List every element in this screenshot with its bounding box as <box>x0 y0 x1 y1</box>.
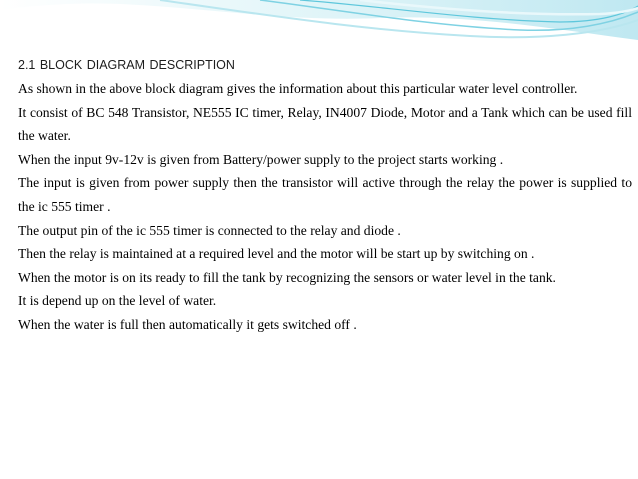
paragraph-2: It consist of BC 548 Transistor, NE555 IC timer, Relay, IN4007 Diode, Motor and a Tank which can be used fill the water. <box>18 104 632 144</box>
paragraph-5: The output pin of the ic 555 timer is connected to the relay and diode . <box>18 222 401 238</box>
paragraph-4: The input is given from power supply then the transistor will active through the relay the power is supplied to the ic 555 timer . <box>18 175 632 214</box>
decorative-wave-banner <box>0 0 638 52</box>
paragraph-3: When the input 9v-12v is given from Battery/power supply to the project starts working . <box>18 151 504 167</box>
slide-heading: 2.1 BLOCK DIAGRAM DESCRIPTION <box>18 58 235 72</box>
paragraph-7: When the motor is on its ready to fill the tank by recognizing the sensors or water level in the tank. <box>18 269 556 285</box>
paragraph-1: As shown in the above block diagram gives the information about this particular water level controller. <box>18 81 578 96</box>
slide-content <box>18 56 632 337</box>
paragraph-9: When the water is full then automatically it gets switched off . <box>18 316 357 332</box>
paragraph-6: Then the relay is maintained at a required level and the motor will be start up by switching on . <box>18 246 535 262</box>
paragraph-8: It is depend up on the level of water. <box>18 293 217 309</box>
